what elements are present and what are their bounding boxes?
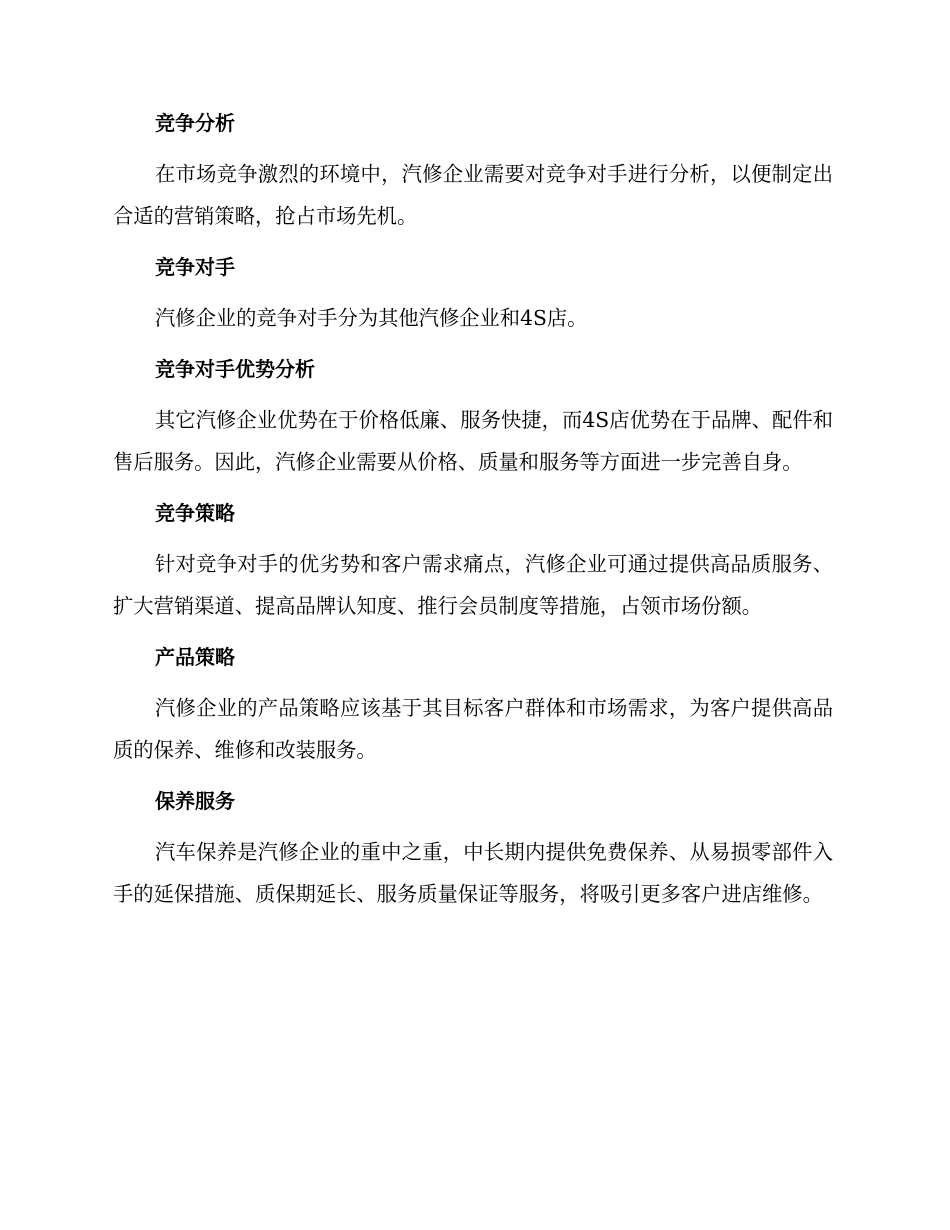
section-heading: 产品策略: [155, 645, 235, 669]
section-paragraph: 在市场竞争激烈的环境中，汽修企业需要对竞争对手进行分析，以便制定出合适的营销策略，抢占市场先机。: [113, 162, 833, 228]
section-heading: 竞争分析: [155, 111, 235, 135]
section-paragraph: 汽车保养是汽修企业的重中之重，中长期内提供免费保养、从易损零部件入手的延保措施、质保期延长、服务质量保证等服务，将吸引更多客户进店维修。: [113, 840, 833, 906]
section-competitors: [113, 252, 833, 339]
section-product-strategy: [113, 642, 833, 771]
section-paragraph: 其它汽修企业优势在于价格低廉、服务快捷，而4S店优势在于品牌、配件和售后服务。因此，汽修企业需要从价格、质量和服务等方面进一步完善自身。: [113, 408, 833, 474]
section-competitor-advantages: [113, 354, 833, 483]
section-heading: 竞争策略: [155, 501, 235, 525]
section-maintenance-service: [113, 786, 833, 915]
section-paragraph: 汽修企业的竞争对手分为其他汽修企业和4S店。: [155, 306, 588, 330]
section-competition-strategy: [113, 498, 833, 627]
section-paragraph: 汽修企业的产品策略应该基于其目标客户群体和市场需求，为客户提供高品质的保养、维修和改装服务。: [113, 696, 833, 762]
document-body: [113, 108, 833, 930]
section-heading: 竞争对手优势分析: [155, 357, 315, 381]
section-competition-analysis: [113, 108, 833, 237]
section-heading: 保养服务: [155, 789, 235, 813]
section-heading: 竞争对手: [155, 255, 235, 279]
section-paragraph: 针对竞争对手的优劣势和客户需求痛点，汽修企业可通过提供高品质服务、扩大营销渠道、提高品牌认知度、推行会员制度等措施，占领市场份额。: [113, 552, 833, 618]
